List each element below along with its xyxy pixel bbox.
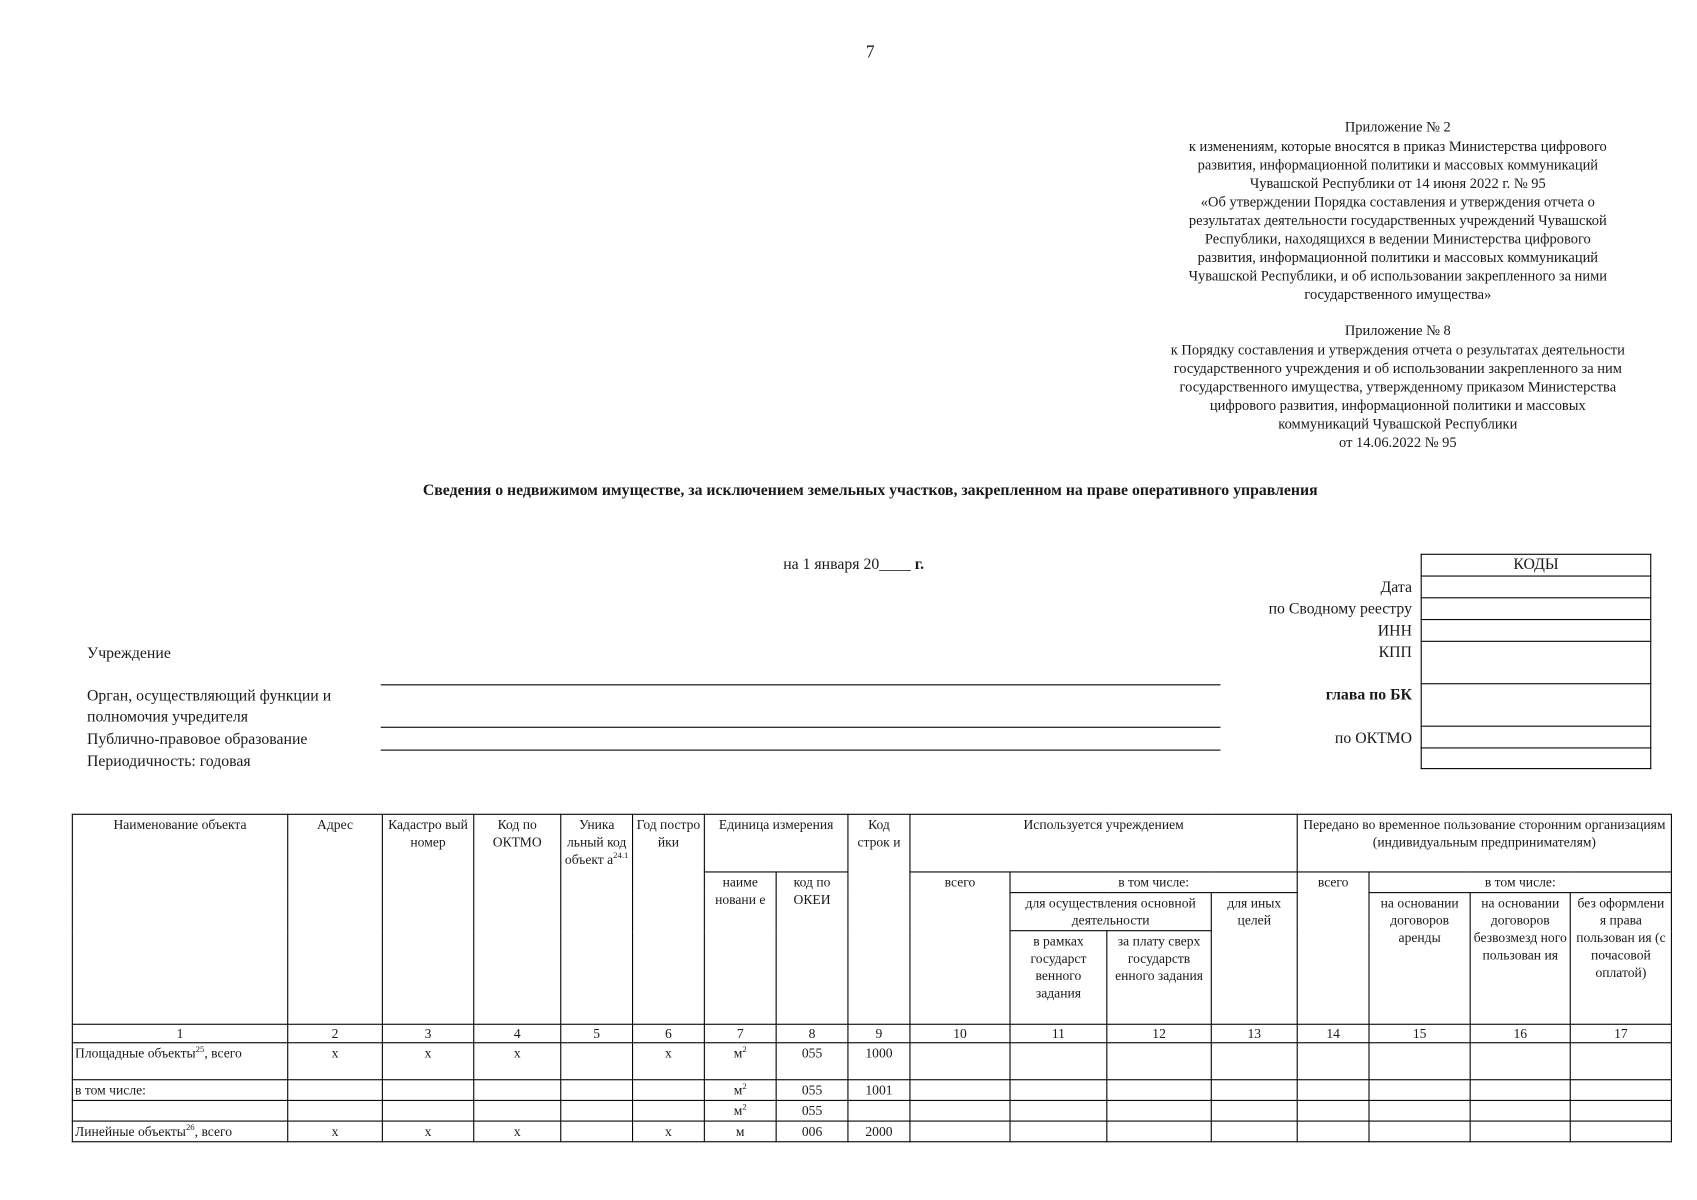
col-number: 1 (72, 1024, 287, 1042)
cell-unit-sup: 2 (742, 1044, 747, 1055)
row-name: Площадные объекты (75, 1045, 196, 1061)
annex-block-1 (1120, 117, 1675, 303)
founder-label: Орган, осуществляющий функции и полномочия учредителя (87, 687, 332, 726)
col-number: 8 (776, 1024, 848, 1042)
annex-1-line: развития, информационной политики и массовых коммуникаций (1197, 156, 1599, 173)
table-cell (704, 1043, 776, 1080)
codes-inn-label: ИНН (1377, 622, 1412, 640)
cell-unit: м (733, 1082, 743, 1098)
codes-bk-cell[interactable] (1421, 684, 1651, 726)
cell-address: х (288, 1121, 383, 1142)
value-cell[interactable] (1470, 1080, 1570, 1101)
annex-1-line: государственного имущества» (1304, 286, 1492, 303)
th-used-by: Используется учреждением (910, 814, 1297, 872)
table-cell (72, 1080, 287, 1101)
cell-okei: 055 (776, 1100, 848, 1121)
cell-unit: м (733, 1103, 743, 1119)
value-cell[interactable] (1297, 1080, 1369, 1101)
cell-okei: 055 (776, 1043, 848, 1080)
th-main-activity: для осуществления основной деятельности (1010, 893, 1211, 931)
cell-row-code: 1000 (848, 1043, 910, 1080)
value-cell[interactable] (1570, 1043, 1671, 1080)
table-row (72, 1100, 1671, 1121)
table-cell (704, 1121, 776, 1142)
col-number: 9 (848, 1024, 910, 1042)
value-cell[interactable] (1297, 1121, 1369, 1142)
annex-block-2 (1115, 321, 1681, 452)
col-number: 12 (1107, 1024, 1211, 1042)
table-cell (72, 1100, 287, 1121)
value-cell[interactable] (1211, 1121, 1297, 1142)
value-cell[interactable] (1369, 1043, 1470, 1080)
th-no-formal: без оформлени я права пользован ия (с почасовой оплатой) (1570, 893, 1671, 1025)
th-transferred-including: в том числе: (1369, 872, 1671, 893)
cell-unit: м (735, 1123, 745, 1140)
cell-unique-code (561, 1121, 633, 1142)
annex-1-line: развития, информационной политики и массовых коммуникаций (1197, 249, 1599, 266)
table-row (72, 1043, 1671, 1080)
table-cell (72, 1121, 287, 1142)
value-cell[interactable] (1470, 1100, 1570, 1121)
annex-2-line: к Порядку составления и утверждения отчета о результатах деятельности (1170, 341, 1625, 358)
col-number: 5 (561, 1024, 633, 1042)
annex-2-line: цифрового развития, информационной политики и массовых (1209, 397, 1586, 414)
annex-2-line: коммуникаций Чувашской Республики (1278, 415, 1518, 432)
codes-date-cell[interactable] (1421, 576, 1651, 598)
row-name-tail: , всего (204, 1045, 242, 1061)
row-name-tail: , всего (194, 1123, 233, 1140)
value-cell[interactable] (910, 1080, 1010, 1101)
th-unique-code (561, 814, 633, 1024)
th-unit-okei: код по ОКЕИ (776, 872, 848, 1024)
value-cell[interactable] (910, 1121, 1010, 1142)
cell-year: х (633, 1121, 705, 1142)
cell-unique-code (561, 1080, 633, 1101)
table-cell (704, 1080, 776, 1101)
cell-cadastral (382, 1100, 473, 1121)
cell-year: х (633, 1043, 705, 1080)
cell-oktmo (474, 1100, 561, 1121)
row-name-footnote: 26 (185, 1122, 195, 1133)
value-cell[interactable] (1107, 1100, 1211, 1121)
col-number: 13 (1211, 1024, 1297, 1042)
codes-table (1421, 554, 1652, 769)
th-oktmo: Код по ОКТМО (474, 814, 561, 1024)
cell-unit-sup: 2 (742, 1081, 747, 1091)
codes-registry-cell[interactable] (1421, 598, 1651, 620)
codes-kpp-cell[interactable] (1421, 641, 1651, 683)
table-row (72, 1121, 1671, 1142)
value-cell[interactable] (1570, 1080, 1671, 1101)
document-title: Сведения о недвижимом имуществе, за исключением земельных участков, закрепленном на праве оперативного управления (422, 481, 1318, 500)
col-number: 7 (704, 1024, 776, 1042)
col-number: 3 (382, 1024, 473, 1042)
cell-oktmo (474, 1080, 561, 1101)
municipality-input-line[interactable] (381, 750, 1221, 751)
codes-extra-cell[interactable] (1421, 748, 1651, 769)
col-number: 4 (474, 1024, 561, 1042)
value-cell[interactable] (1211, 1100, 1297, 1121)
col-number: 17 (1570, 1024, 1671, 1042)
value-cell[interactable] (1297, 1100, 1369, 1121)
cell-year (633, 1080, 705, 1101)
value-cell[interactable] (1107, 1043, 1211, 1080)
codes-header: КОДЫ (1421, 554, 1651, 576)
annex-1-line: Чувашской Республики от 14 июня 2022 г. № 95 (1249, 175, 1546, 192)
value-cell[interactable] (1010, 1043, 1107, 1080)
th-year: Год постро йки (633, 814, 705, 1024)
th-address: Адрес (288, 814, 383, 1024)
table-body (72, 1043, 1671, 1142)
row-name: Линейные объекты (75, 1123, 186, 1140)
th-rent: на основании договоров аренды (1369, 893, 1470, 1025)
cell-address (288, 1100, 383, 1121)
annex-1-title: Приложение № 2 (1344, 118, 1451, 135)
property-table (72, 814, 1672, 1143)
th-unique-code-sup: 24.1 (613, 850, 629, 861)
th-paid: за плату сверх государств енного задания (1107, 931, 1211, 1025)
municipality-label: Публично-правовое образование (87, 731, 308, 749)
row-name-footnote: 25 (195, 1044, 205, 1055)
table-cell (704, 1100, 776, 1121)
annex-1-line: результатах деятельности государственных учреждений Чувашской (1188, 212, 1607, 229)
cell-cadastral: х (382, 1121, 473, 1142)
th-other-goals: для иных целей (1211, 893, 1297, 1025)
th-name: Наименование объекта (72, 814, 287, 1024)
value-cell[interactable] (1211, 1043, 1297, 1080)
cell-unit: м (733, 1045, 743, 1061)
col-number: 10 (910, 1024, 1010, 1042)
value-cell[interactable] (1570, 1100, 1671, 1121)
cell-unit-sup: 2 (742, 1101, 747, 1112)
periodicity-label: Периодичность: годовая (87, 752, 251, 771)
report-date (783, 556, 924, 574)
value-cell[interactable] (1010, 1100, 1107, 1121)
institution-input-line[interactable] (381, 684, 1221, 685)
col-number: 6 (633, 1024, 705, 1042)
annex-2-title: Приложение № 8 (1344, 322, 1451, 339)
th-unit-name: наиме новани е (704, 872, 776, 1024)
row-name: в том числе: (75, 1082, 146, 1098)
annex-1-line: «Об утверждении Порядка составления и утверждения отчета о (1200, 193, 1595, 210)
codes-inn-cell[interactable] (1421, 620, 1651, 642)
page-number: 7 (865, 43, 875, 63)
annex-1-line: Республики, находящихся в ведении Министерства цифрового (1204, 230, 1591, 247)
cell-address: х (288, 1043, 383, 1080)
th-state-task: в рамках государст венного задания (1010, 931, 1107, 1025)
value-cell[interactable] (1297, 1043, 1369, 1080)
cell-oktmo: х (474, 1043, 561, 1080)
cell-unique-code (561, 1043, 633, 1080)
col-number: 11 (1010, 1024, 1107, 1042)
th-transferred: Передано во временное пользование сторонним организациям (индивидуальным предпринимателям) (1297, 814, 1671, 872)
th-unique-code-text: Уника льный код объект а (564, 817, 627, 868)
value-cell[interactable] (1470, 1121, 1570, 1142)
cell-okei: 006 (776, 1121, 848, 1142)
cell-okei: 055 (776, 1080, 848, 1101)
cell-row-code: 1001 (848, 1080, 910, 1101)
annex-2-line: от 14.06.2022 № 95 (1339, 434, 1457, 451)
codes-oktmo-label: по ОКТМО (1334, 729, 1412, 748)
table-row (72, 1080, 1671, 1101)
annex-1-line: Чувашской Республики, и об использовании закрепленного за ними (1188, 267, 1608, 284)
codes-kpp-label: КПП (1378, 644, 1412, 662)
cell-year (633, 1100, 705, 1121)
cell-cadastral: х (382, 1043, 473, 1080)
codes-bk-label: глава по БК (1325, 686, 1412, 704)
cell-cadastral (382, 1080, 473, 1101)
value-cell[interactable] (1010, 1121, 1107, 1142)
col-number: 15 (1369, 1024, 1470, 1042)
founder-input-line[interactable] (381, 727, 1221, 728)
th-free-use: на основании договоров безвозмезд ного пользован ия (1470, 893, 1570, 1025)
value-cell[interactable] (910, 1043, 1010, 1080)
value-cell[interactable] (1470, 1043, 1570, 1080)
th-including: в том числе: (1010, 872, 1297, 893)
value-cell[interactable] (1369, 1121, 1470, 1142)
codes-oktmo-cell[interactable] (1421, 726, 1651, 748)
table-cell (72, 1043, 287, 1080)
th-used-total: всего (910, 872, 1010, 1024)
th-transferred-total: всего (1297, 872, 1369, 1024)
cell-row-code: 2000 (848, 1121, 910, 1142)
cell-address (288, 1080, 383, 1101)
institution-label: Учреждение (87, 645, 171, 663)
cell-unique-code (561, 1100, 633, 1121)
col-number: 14 (1297, 1024, 1369, 1042)
codes-date-label: Дата (1380, 578, 1412, 597)
col-number: 2 (288, 1024, 383, 1042)
annex-2-line: государственного имущества, утвержденному приказом Министерства (1179, 378, 1617, 395)
value-cell[interactable] (1211, 1080, 1297, 1101)
codes-registry-label: по Сводному реестру (1268, 600, 1412, 618)
value-cell[interactable] (1570, 1121, 1671, 1142)
annex-1-line: к изменениям, которые вносятся в приказ Министерства цифрового (1188, 138, 1607, 155)
value-cell[interactable] (1107, 1080, 1211, 1101)
th-unit: Единица измерения (704, 814, 848, 872)
th-row-code: Код строк и (848, 814, 910, 1024)
report-date-suffix: г. (910, 555, 925, 574)
col-number: 16 (1470, 1024, 1570, 1042)
value-cell[interactable] (1010, 1080, 1107, 1101)
value-cell[interactable] (1369, 1100, 1470, 1121)
cell-oktmo: х (474, 1121, 561, 1142)
report-date-blank[interactable]: ____ (879, 555, 911, 574)
cell-row-code (848, 1100, 910, 1121)
value-cell[interactable] (1369, 1080, 1470, 1101)
value-cell[interactable] (1107, 1121, 1211, 1142)
report-date-prefix: на 1 января 20 (783, 555, 880, 574)
value-cell[interactable] (910, 1100, 1010, 1121)
annex-2-line: государственного учреждения и об использовании закрепленного за ним (1173, 360, 1622, 377)
th-cadastral: Кадастро вый номер (382, 814, 473, 1024)
